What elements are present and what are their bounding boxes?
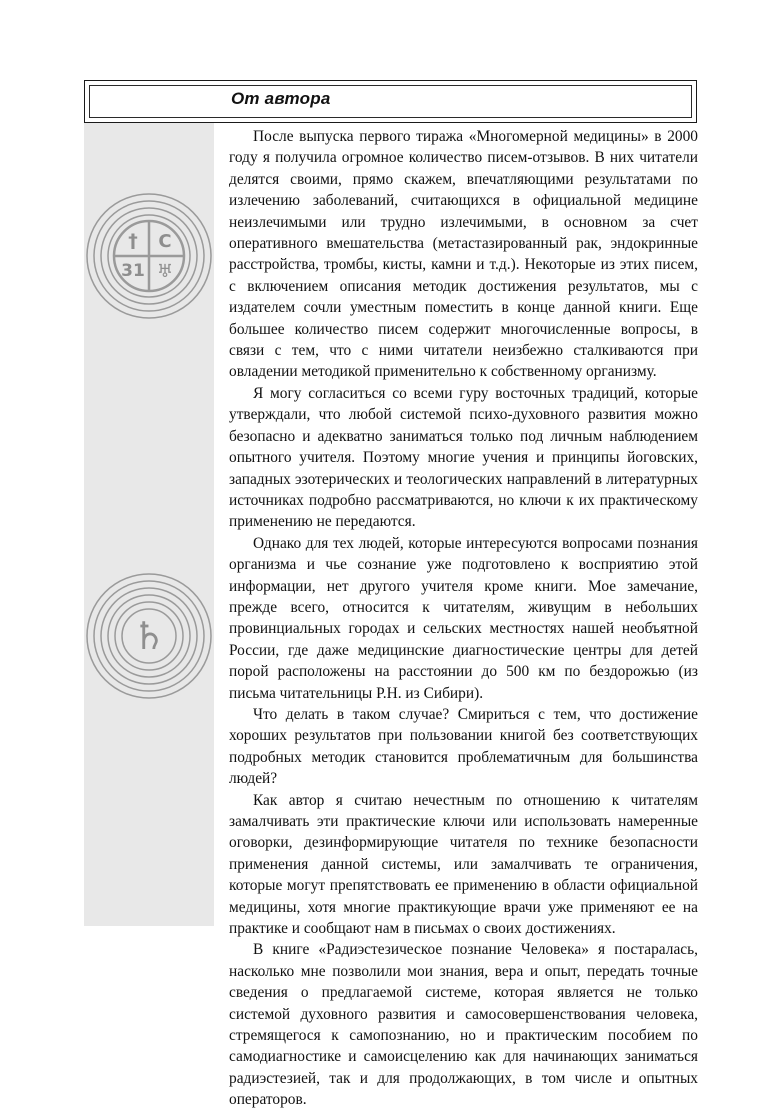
chapter-title: От автора [231,89,331,108]
paragraph: Как автор я считаю нечестным по отношению к читателям замалчивать эти практические ключи или использовать намеренные оговорки, дезинформирующие читателя по технике безопасности применения данной системы, или замалчивать те ограничения, которые могут препятствовать ее применению в области официальной медицины, хотя многие практикующие врачи уже применяют ее на практике и сообщают нам в письмах о своих достижениях. [229,791,698,938]
number-31-glyph: 31 [121,261,145,281]
body-text [229,126,698,1111]
paragraph: После выпуска первого тиража «Многомерной медицины» в 2000 году я получила огромное количество писем-отзывов. В них читатели делятся своими, прямо скажем, впечатляющими результатами по излечению заболеваний, считающихся в официальной медицине неизлечимыми или трудно излечимыми, в основном за счет оперативного вмешательства (метастазированный рак, эндокринные расстройства, тромбы, кисты, камни и т.д.). Некоторые из этих писем, с включением описания методик достижения результатов, мы с издателем сочли уместным поместить в конце данной книги. Еще большее количество писем содержит многочисленные вопросы, в связи с тем, что с ними читатели неизбежно сталкиваются при овладении методикой применительно к собственному организму. [229,128,698,381]
letter-c-glyph: С [158,231,172,252]
chapter-header [84,80,697,123]
chapter-header-inner-frame [89,85,692,118]
saturn-emblem-bottom [84,556,214,716]
paragraph: Однако для тех людей, которые интересуются вопросами познания организма и чье сознание уже подготовлено к восприятию этой информации, нет другого учителя кроме книги. Мое замечание, прежде всего, относится к читателям, живущим в небольших провинциальных городах и сельских местностях нашей необъятной России, где даже медицинские диагностические центры для детей порой расположены на расстоянии до 500 км по бездорожью (из письма читательницы Р.Н. из Сибири). [229,534,698,702]
uranus-glyph: ♅ [156,261,174,282]
astro-emblem-top [84,176,214,336]
paragraph: Что делать в таком случае? Смириться с тем, что достижение хороших результатов при пользовании книгой без соответствующих подробных методик становится проблематичным для большинства людей? [229,705,698,788]
left-margin-band [84,123,214,926]
paragraph: В книге «Радиэстезическое познание Человека» я постаралась, насколько мне позволили мои знания, вера и опыт, передать точные сведения о предлагаемой системе, которая является не только системой духовного развития и самосовершенствования человека, стремящегося к самопознанию, но и практическим пособием по самодиагностике и самоисцелению как для начинающих заниматься радиэстезией, так и для продолжающих, в том числе и опытных операторов. [229,941,698,1109]
paragraph: Я могу согласиться со всеми гуру восточных традиций, которые утверждали, что любой системой психо-духовного развития можно безопасно и адекватно заниматься только под личным наблюдением опытного учителя. Поэтому многие учения и принципы йоговских, западных эзотерических и теологических направлений в литературных источниках подробно рассматриваются, но ключи к их практическому применению не передаются. [229,384,698,531]
saturn-icon: ♄ [131,614,167,658]
cross-glyph: † [128,230,138,252]
